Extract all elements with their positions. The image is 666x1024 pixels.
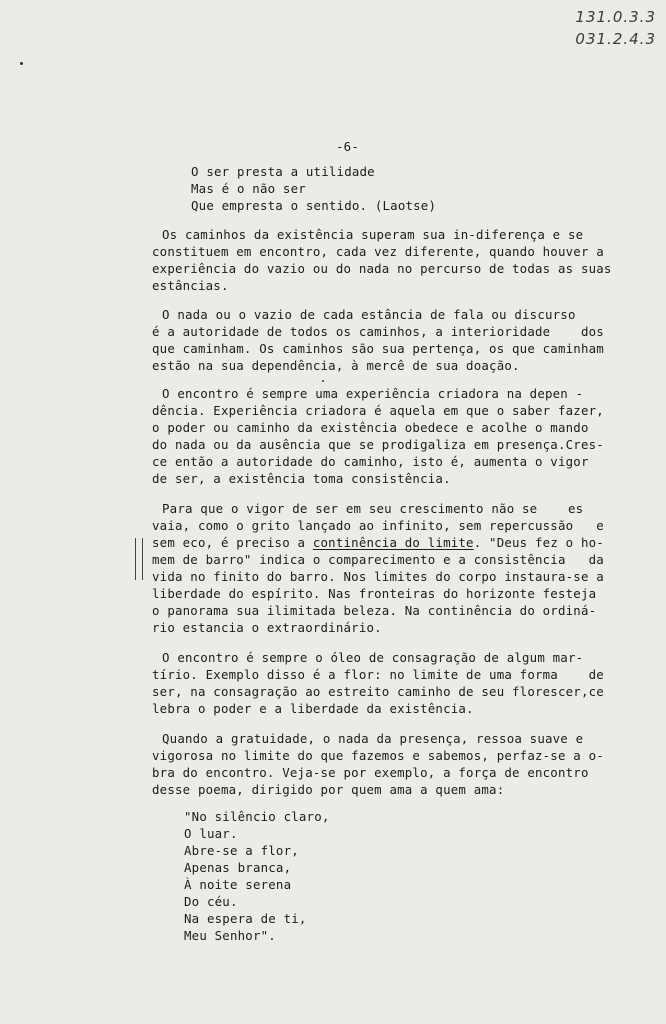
- paragraph-4-line: vida no finito do barro. Nos limites do corpo instaura-se a: [152, 569, 604, 584]
- paragraph-4-line: rio estancia o extraordinário.: [152, 620, 382, 635]
- paragraph-2-line: que caminham. Os caminhos são sua pertença, os que caminham: [152, 341, 604, 356]
- paragraph-1-line: experiência do vazio ou do nada no percurso de todas as suas: [152, 261, 612, 276]
- paragraph-6-line: vigorosa no limite do que fazemos e sabemos, perfaz-se a o-: [152, 748, 604, 763]
- paragraph-3-line: o poder ou caminho da existência obedece e acolhe o mando: [152, 420, 589, 435]
- paragraph-6-line: Quando a gratuidade, o nada da presença, ressoa suave e: [162, 731, 584, 746]
- paragraph-4-text: sem eco, é preciso a: [152, 535, 313, 550]
- paragraph-4-line: vaia, como o grito lançado ao infinito, sem repercussão e: [152, 518, 604, 533]
- poem-line: Do céu.: [184, 894, 238, 909]
- paragraph-2-line: O nada ou o vazio de cada estância de fala ou discurso: [162, 307, 576, 322]
- paragraph-4-line: Para que o vigor de ser em seu crescimento não se es: [162, 501, 584, 516]
- paragraph-4-text: . "Deus fez o ho-: [473, 535, 604, 550]
- stray-mark: [20, 62, 23, 65]
- archive-reference-2: 031.2.4.3: [575, 30, 656, 48]
- paragraph-5-line: tírio. Exemplo disso é a flor: no limite de uma forma de: [152, 667, 604, 682]
- paragraph-5-line: O encontro é sempre o óleo de consagração de algum mar-: [162, 650, 584, 665]
- archive-reference-1: 131.0.3.3: [575, 8, 656, 26]
- poem-line: Abre-se a flor,: [184, 843, 299, 858]
- poem-line: Meu Senhor".: [184, 928, 276, 943]
- paragraph-3-line: ce então a autoridade do caminho, isto é, aumenta o vigor: [152, 454, 589, 469]
- paragraph-3-line: do nada ou da ausência que se prodigaliza em presença.Cres-: [152, 437, 604, 452]
- paragraph-6-line: bra do encontro. Veja-se por exemplo, a força de encontro: [152, 765, 589, 780]
- poem-line: O luar.: [184, 826, 238, 841]
- paragraph-5-line: ser, na consagração ao estreito caminho de seu florescer,ce: [152, 684, 604, 699]
- page-number: -6-: [336, 139, 359, 154]
- poem-line: À noite serena: [184, 877, 292, 892]
- paragraph-4-line: [152, 534, 604, 552]
- epigraph-line: Que empresta o sentido. (Laotse): [191, 198, 437, 213]
- margin-mark: [135, 538, 143, 580]
- paragraph-3-line: O encontro é sempre uma experiência criadora na depen -: [162, 386, 584, 401]
- paragraph-1-line: estâncias.: [152, 278, 229, 293]
- paragraph-4-line: mem de barro" indica o comparecimento e a consistência da: [152, 552, 604, 567]
- poem-line: Na espera de ti,: [184, 911, 307, 926]
- paragraph-5-line: lebra o poder e a liberdade da existência.: [152, 701, 474, 716]
- poem-line: Apenas branca,: [184, 860, 292, 875]
- paragraph-2-line: estão na sua dependência, à mercê de sua doação.: [152, 358, 520, 373]
- underlined-phrase: continência do limite: [312, 535, 474, 550]
- paragraph-6-line: desse poema, dirigido por quem ama a quem ama:: [152, 782, 505, 797]
- paragraph-4-line: liberdade do espírito. Nas fronteiras do horizonte festeja: [152, 586, 597, 601]
- paragraph-1-line: constituem em encontro, cada vez diferente, quando houver a: [152, 244, 604, 259]
- paragraph-3-line: dência. Experiência criadora é aquela em que o saber fazer,: [152, 403, 604, 418]
- paragraph-1-line: Os caminhos da existência superam sua in-diferença e se: [162, 227, 584, 242]
- paragraph-2-line: é a autoridade de todos os caminhos, a interioridade dos: [152, 324, 604, 339]
- epigraph-line: O ser presta a utilidade: [191, 164, 375, 179]
- epigraph-line: Mas é o não ser: [191, 181, 306, 196]
- poem-line: "No silêncio claro,: [184, 809, 330, 824]
- paragraph-3-line: de ser, a existência toma consistência.: [152, 471, 451, 486]
- stray-mark: [322, 380, 324, 382]
- paragraph-4-line: o panorama sua ilimitada beleza. Na continência do ordiná-: [152, 603, 597, 618]
